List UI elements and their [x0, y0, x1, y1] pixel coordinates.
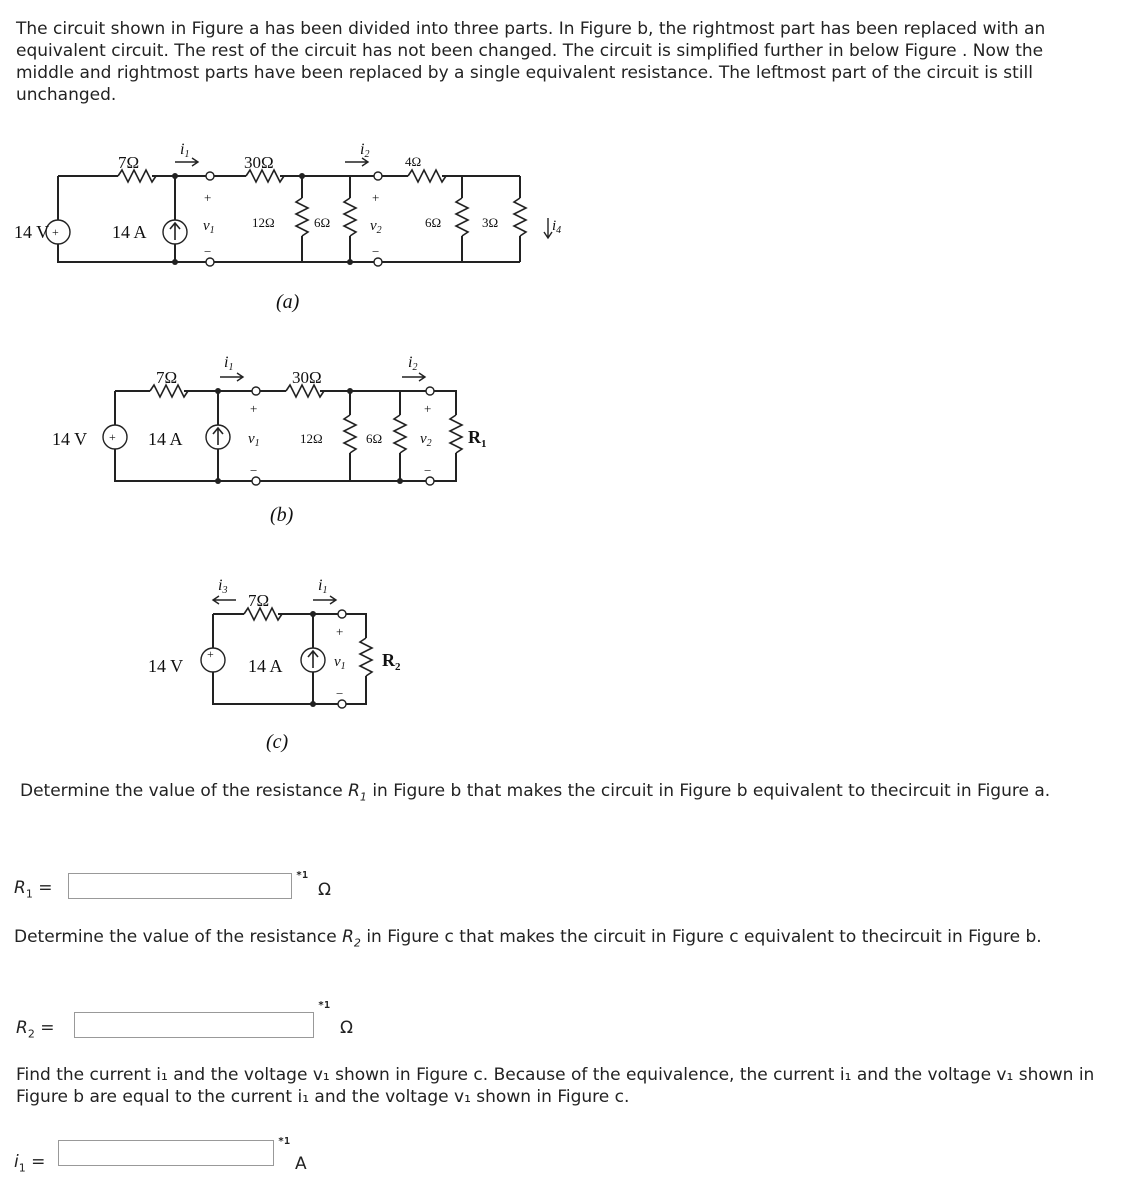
fa-r12-label: 12Ω — [252, 215, 275, 230]
fb-r30-label: 30Ω — [292, 368, 322, 387]
fa-vsrc-label: 14 V — [14, 222, 50, 242]
i1-tolerance-marker: *1 — [278, 1136, 291, 1147]
r2-unit: Ω — [340, 1018, 353, 1038]
svg-text:+: + — [424, 401, 432, 416]
figure-a-circuit — [0, 130, 560, 330]
fb-vsrc-label: 14 V — [52, 429, 88, 449]
svg-text:−: − — [372, 244, 380, 259]
fa-r3-label: 3Ω — [482, 215, 499, 230]
fb-r1-label: $R_1$ — [468, 427, 487, 450]
svg-text:i2: i2 — [360, 141, 370, 160]
i1-answer-input[interactable] — [58, 1140, 274, 1166]
fa-r4-label: 4Ω — [405, 154, 422, 169]
fc-isrc-label: 14 A — [248, 656, 283, 676]
figure-c-circuit — [0, 568, 560, 768]
svg-text:+: + — [204, 190, 212, 205]
i1-answer-label: $i_1$ = — [14, 1152, 46, 1175]
intro-paragraph: The circuit shown in Figure a has been divided into three parts. In Figure b, the rightmost part has been replaced with an equivalent circuit. The rest of the circuit has not been changed. The circuit is simplified further in below Figure . Now the middle and rightmost parts have been replaced by a single equivalent resistance. The leftmost part of the circuit is still unchanged. — [16, 19, 1046, 105]
fa-caption: (a) — [276, 291, 300, 313]
fa-r7-label: 7Ω — [118, 153, 140, 172]
svg-text:+: + — [207, 647, 214, 661]
fc-vsrc-label: 14 V — [148, 656, 184, 676]
question-2-text: Determine the value of the resistance $R_2$ in Figure c that makes the circuit in Figure c equivalent to thecircuit in Figure b. — [14, 927, 1042, 950]
svg-text:−: − — [204, 244, 212, 259]
fc-r2-label: $R_2$ — [382, 650, 401, 673]
fc-caption: (c) — [266, 731, 289, 753]
svg-text:+: + — [52, 225, 59, 239]
fa-r6b-label: 6Ω — [425, 215, 442, 230]
svg-text:i2: i2 — [408, 354, 418, 373]
r1-unit: Ω — [318, 880, 331, 900]
fa-isrc-label: 14 A — [112, 222, 147, 242]
fb-r7-label: 7Ω — [156, 368, 178, 387]
svg-text:−: − — [424, 463, 432, 478]
r1-answer-label: $R_1$ = — [14, 878, 53, 901]
fb-isrc-label: 14 A — [148, 429, 183, 449]
svg-text:+: + — [372, 190, 380, 205]
question-3-text: Find the current i₁ and the voltage v₁ shown in Figure c. Because of the equivalence, the current i₁ and the voltage v₁ shown in Figure b are equal to the current i₁ and the voltage v₁ shown in Figure c. — [16, 1065, 1095, 1107]
r2-answer-input[interactable] — [74, 1012, 314, 1038]
r2-answer-label: $R_2$ = — [16, 1018, 55, 1041]
fb-r6-label: 6Ω — [366, 431, 383, 446]
fa-r6a-label: 6Ω — [314, 215, 331, 230]
svg-text:v2: $v_2$ — [420, 431, 432, 449]
svg-text:v1: $v_1$ — [203, 218, 215, 236]
svg-text:i4: $i_4$ — [552, 218, 562, 236]
fc-r7-label: 7Ω — [248, 591, 270, 610]
svg-text:−: − — [336, 686, 344, 701]
svg-text:v2: $v_2$ — [370, 218, 382, 236]
question-1-text: Determine the value of the resistance $R_1$ in Figure b that makes the circuit in Figure b equivalent to thecircuit in Figure a. — [20, 781, 1051, 804]
svg-text:−: − — [250, 463, 258, 478]
fb-r12-label: 12Ω — [300, 431, 323, 446]
figure-b-circuit — [0, 345, 560, 535]
svg-text:+: + — [250, 401, 258, 416]
svg-text:v1: $v_1$ — [248, 431, 260, 449]
svg-text:i3: i3 — [218, 577, 228, 596]
r1-tolerance-marker: *1 — [296, 870, 309, 881]
fb-caption: (b) — [270, 504, 294, 526]
i1-unit: A — [295, 1154, 307, 1174]
svg-text:+: + — [109, 430, 116, 444]
svg-text:+: + — [336, 624, 344, 639]
svg-text:i1: i1 — [180, 141, 190, 160]
svg-text:i1: i1 — [224, 354, 234, 373]
svg-text:i1: i1 — [318, 577, 328, 596]
svg-text:v1: $v_1$ — [334, 654, 346, 672]
fa-r30-label: 30Ω — [244, 153, 274, 172]
r2-tolerance-marker: *1 — [318, 1000, 331, 1011]
r1-answer-input[interactable] — [68, 873, 292, 899]
